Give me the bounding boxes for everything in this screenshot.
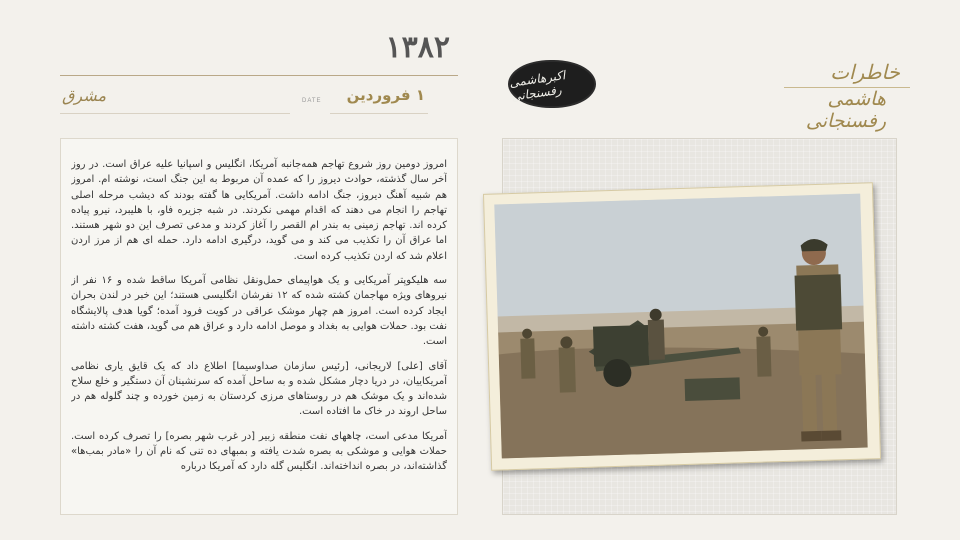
article-paragraph: امروز دومین روز شروع تهاجم همه‌جانبه آمریکا، انگلیس و اسپانیا علیه عراق است. در روز آخر سال گذشته، حوادث دیروز را که عمده آن مربوط به این جنگ است، نوشته ام. امروز هم شبیه آهنگ دیروز، جنگ ادامه داشت. آمریکایی ها گفته بودند که دیشب مرحله اصلی تهاجم را انجام می دهند که اقدام مهمی نکردند. در شبه جزیره فاو، با هلیبرد، نیرو پیاده کرده اند. تهاجم زمینی به بندر ام القصر را آغاز کردند و مدعی تصرف این دو شهر هستند. اما عراق آن را تکذیب می کند و می گوید، درگیری ادامه دارد. حمله ای هم از مرز اردن اعلام شد که اردن تکذیب کرده است. bbox=[71, 159, 447, 262]
article-panel bbox=[60, 138, 458, 515]
day-month-heading: ۱ فروردین bbox=[346, 86, 425, 104]
date-rule-right bbox=[330, 113, 428, 114]
brand-logo bbox=[770, 58, 910, 132]
source-logo: مشرق bbox=[62, 86, 107, 105]
signature-seal bbox=[510, 62, 594, 106]
war-photo bbox=[494, 194, 867, 459]
artillery-scene-illustration bbox=[494, 194, 867, 459]
photo-frame bbox=[483, 182, 881, 470]
article-body bbox=[71, 157, 447, 504]
brand-title-line2: هاشمی رفسنجانی bbox=[805, 88, 886, 132]
year-heading: ۱۳۸۲ bbox=[385, 30, 450, 65]
article-paragraph: آقای [علی] لاریجانی، [رئیس سازمان صداوسیما] اطلاع داد که یک قایق یاری نظامی آمریکاییان، در دریا دچار مشکل شده و به ساحل آمده که سرنشینان آن دستگیر و خلع سلاح شده‌اند و یک موشک هم در روستاهای مرزی کردستان به زمین خورده و چند گلوله هم در ساحل اروند در خاک ما افتاده است. bbox=[71, 360, 447, 418]
article-paragraph: سه هلیکوپتر آمریکایی و یک هواپیمای حمل‌ونقل نظامی آمریکا ساقط شده و ۱۶ نفر از نیروهای ویژه مهاجمان کشته شده که ۱۲ نفرشان انگلیسی هستند؛ این خبر در لندن بحران ایجاد کرده است. امروز هم چهار موشک عراقی در کویت فرود آمده؛ گویا هدف پالایشگاه نفت بود. حملات هوایی به بغداد و موصل ادامه دارد و عراق هم می گوید، هفت کشته داشته است. bbox=[71, 275, 447, 348]
date-label: DATE bbox=[302, 98, 322, 104]
brand-title-line1: خاطرات bbox=[830, 60, 900, 84]
seal-text: اکبرهاشمی رفسنجانی bbox=[508, 68, 567, 104]
date-rule-left bbox=[60, 113, 290, 114]
article-paragraph: آمریکا مدعی است، چاههای نفت منطقه زبیر [در غرب شهر بصره] را تصرف کرده است. حملات هوایی و موشکی به بصره شدت یافته و بمبهای ده تنی که نام آن را «مادر بمب‌ها» گذاشته‌اند، در بصره انداخته‌اند. انگلیس گله دارد که آمریکا درباره bbox=[71, 430, 447, 473]
header-rule bbox=[60, 75, 458, 76]
